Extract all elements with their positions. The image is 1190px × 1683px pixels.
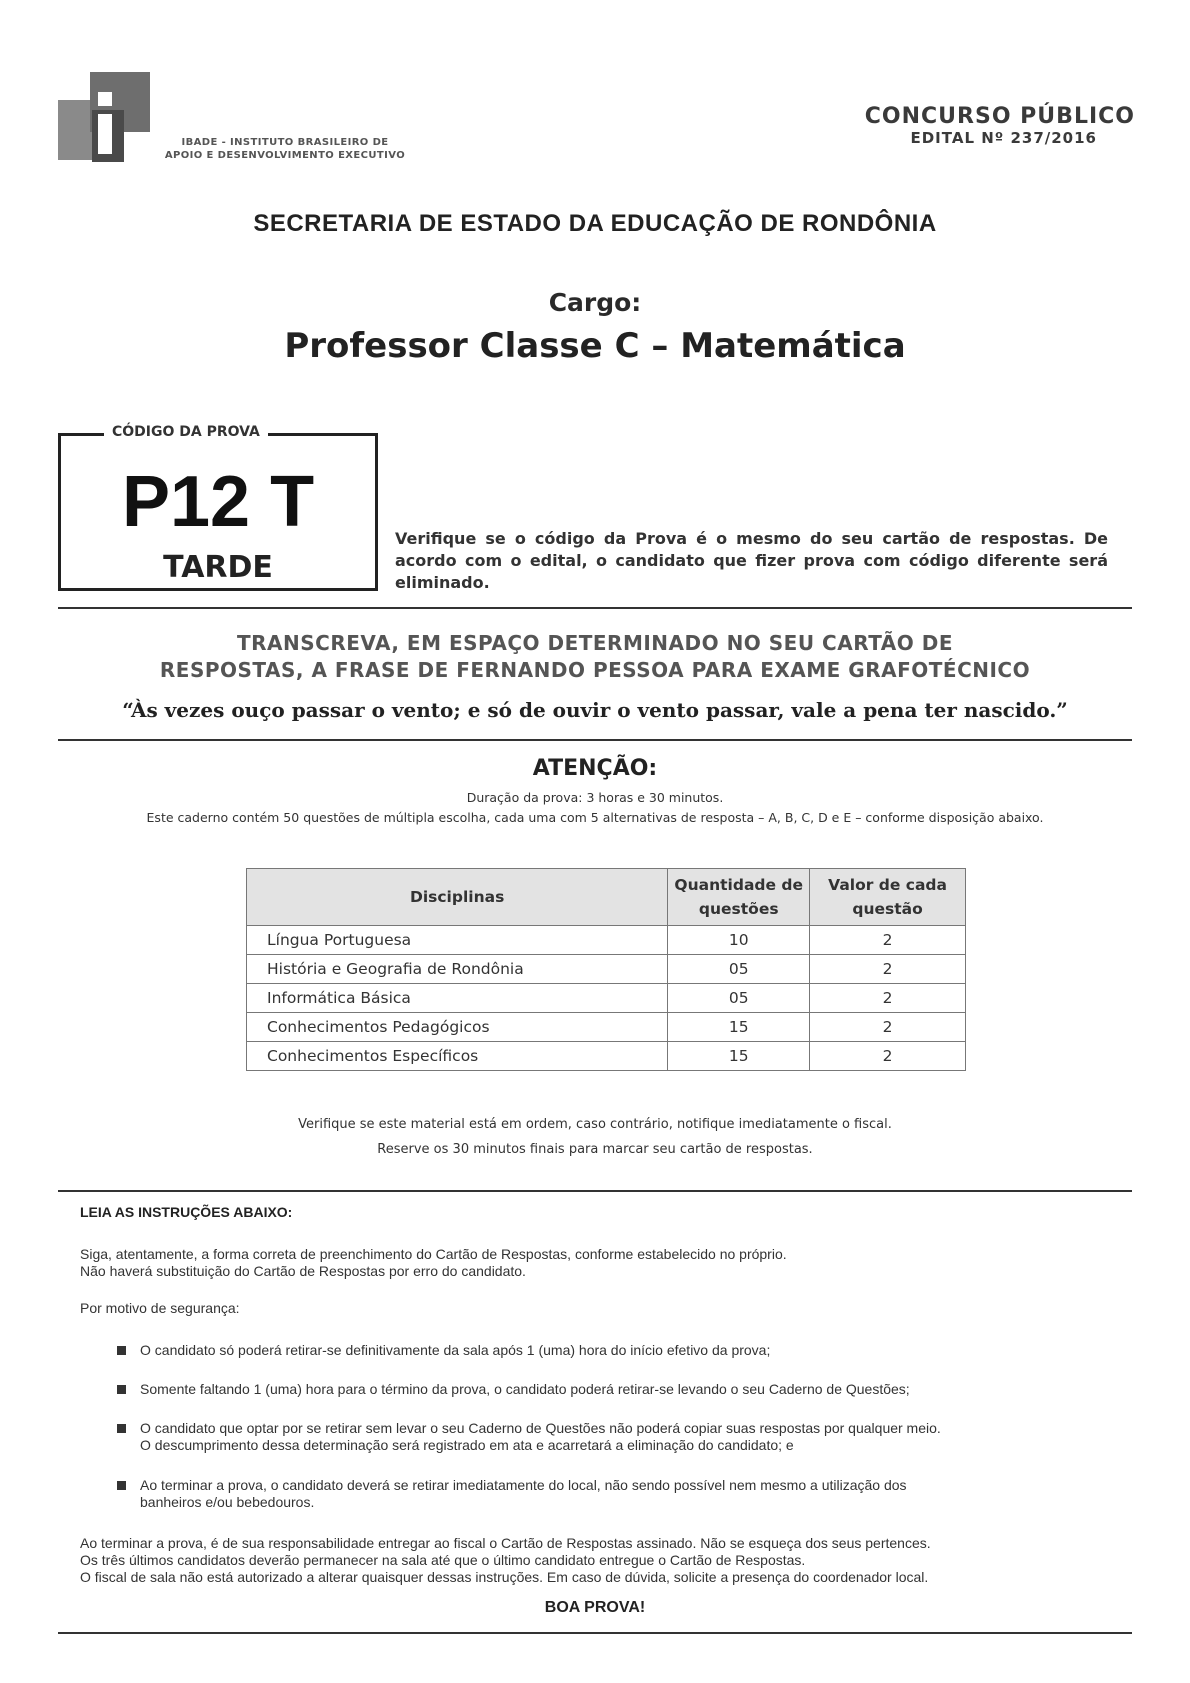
instructions-line: Não haverá substituição do Cartão de Respostas por erro do candidato. [80, 1263, 526, 1279]
closing-line: O fiscal de sala não está autorizado a alterar quaisquer dessas instruções. Em caso de dúvida, solicite a presença do coordenador local. [80, 1569, 929, 1585]
subjects-table [246, 868, 966, 1071]
table-row [247, 1042, 966, 1071]
bullet-icon [117, 1346, 126, 1355]
instruction-bullet-line: O candidato que optar por se retirar sem levar o seu Caderno de Questões não poderá copiar suas respostas por qualquer meio. [140, 1420, 941, 1436]
subject-name: História e Geografia de Rondônia [247, 955, 668, 984]
table-row [247, 955, 966, 984]
institute-line-1: IBADE - INSTITUTO BRASILEIRO DE [181, 137, 389, 148]
question-value: 2 [810, 926, 966, 955]
instructions-line: Siga, atentamente, a forma correta de preenchimento do Cartão de Respostas, conforme estabelecido no próprio. [80, 1246, 787, 1262]
exam-code-label: CÓDIGO DA PROVA [104, 424, 268, 440]
bullet-icon [117, 1385, 126, 1394]
header-quantidade: Quantidade de questões [668, 869, 810, 926]
exam-period: TARDE [163, 550, 273, 585]
question-count: 15 [668, 1013, 810, 1042]
table-row [247, 1013, 966, 1042]
exam-code: P12 T [121, 462, 315, 542]
table-row [247, 984, 966, 1013]
cargo-label: Cargo: [548, 288, 642, 317]
header-valor: Valor de cada questão [810, 869, 966, 926]
institute-line-2: APOIO E DESENVOLVIMENTO EXECUTIVO [164, 150, 406, 161]
good-luck: BOA PROVA! [544, 1599, 646, 1616]
closing-line: Ao terminar a prova, é de sua responsabilidade entregar ao fiscal o Cartão de Respostas assinado. Não se esqueça dos seus pertences. [80, 1535, 931, 1551]
instruction-bullet [140, 1477, 1130, 1511]
instruction-bullet [140, 1420, 1130, 1454]
transcription-instruction [0, 630, 1190, 684]
instructions-paragraph [80, 1246, 1120, 1280]
attention-title: ATENÇÃO: [532, 756, 658, 781]
question-count: 15 [668, 1042, 810, 1071]
instruction-bullet-line: Ao terminar a prova, o candidato deverá se retirar imediatamente do local, não sendo possível nem mesmo a utilização dos [140, 1477, 907, 1493]
instruction-bullet-line: banheiros e/ou bebedouros. [140, 1494, 315, 1510]
transcription-line-2: RESPOSTAS, A FRASE DE FERNANDO PESSOA PARA EXAME GRAFOTÉCNICO [159, 658, 1031, 682]
instruction-bullet: O candidato só poderá retirar-se definitivamente da sala após 1 (uma) hora do início efetivo da prova; [140, 1342, 771, 1358]
concurso-header [865, 104, 1135, 147]
exam-duration: Duração da prova: 3 horas e 30 minutos. [466, 790, 724, 805]
pessoa-quote: “Às vezes ouço passar o vento; e só de ouvir o vento passar, vale a pena ter nascido.” [122, 698, 1068, 722]
exam-description: Este caderno contém 50 questões de múltipla escolha, cada uma com 5 alternativas de resposta – A, B, C, D e E – conforme disposição abaixo. [146, 810, 1044, 825]
question-count: 05 [668, 955, 810, 984]
concurso-title: CONCURSO PÚBLICO [864, 104, 1135, 129]
question-value: 2 [810, 1042, 966, 1071]
reserve-time-note: Reserve os 30 minutos finais para marcar seu cartão de respostas. [377, 1142, 813, 1157]
instructions-title: LEIA AS INSTRUÇÕES ABAIXO: [80, 1204, 293, 1220]
security-intro: Por motivo de segurança: [80, 1300, 240, 1316]
closing-paragraph [80, 1535, 1120, 1586]
instruction-bullet-line: O descumprimento dessa determinação será registrado em ata e acarretará a eliminação do candidato; e [140, 1437, 794, 1453]
closing-line: Os três últimos candidatos deverão permanecer na sala até que o último candidato entregue o Cartão de Respostas. [80, 1552, 806, 1568]
secretaria-title: SECRETARIA DE ESTADO DA EDUCAÇÃO DE RONDÔNIA [253, 210, 937, 237]
table-header-row [247, 869, 966, 926]
question-count: 05 [668, 984, 810, 1013]
subject-name: Informática Básica [247, 984, 668, 1013]
divider [58, 607, 1132, 609]
question-count: 10 [668, 926, 810, 955]
bullet-icon [117, 1481, 126, 1490]
verify-material-note: Verifique se este material está em ordem, caso contrário, notifique imediatamente o fiscal. [298, 1117, 892, 1132]
subject-name: Língua Portuguesa [247, 926, 668, 955]
question-value: 2 [810, 984, 966, 1013]
bullet-icon [117, 1424, 126, 1433]
transcription-line-1: TRANSCREVA, EM ESPAÇO DETERMINADO NO SEU CARTÃO DE [237, 631, 953, 655]
cargo-value: Professor Classe C – Matemática [284, 326, 906, 366]
code-verify-text: Verifique se o código da Prova é o mesmo do seu cartão de respostas. De acordo com o edital, o candidato que fizer prova com código diferente será eliminado. [395, 529, 1108, 592]
edital-number: EDITAL Nº 237/2016 [910, 129, 1097, 147]
subject-name: Conhecimentos Pedagógicos [247, 1013, 668, 1042]
instruction-bullet: Somente faltando 1 (uma) hora para o término da prova, o candidato poderá retirar-se levando o seu Caderno de Questões; [140, 1381, 910, 1397]
question-value: 2 [810, 955, 966, 984]
subject-name: Conhecimentos Específicos [247, 1042, 668, 1071]
header-disciplinas: Disciplinas [247, 869, 668, 926]
divider [58, 1632, 1132, 1634]
question-value: 2 [810, 1013, 966, 1042]
divider [58, 739, 1132, 741]
table-row [247, 926, 966, 955]
institute-name [135, 136, 435, 162]
divider [58, 1190, 1132, 1192]
